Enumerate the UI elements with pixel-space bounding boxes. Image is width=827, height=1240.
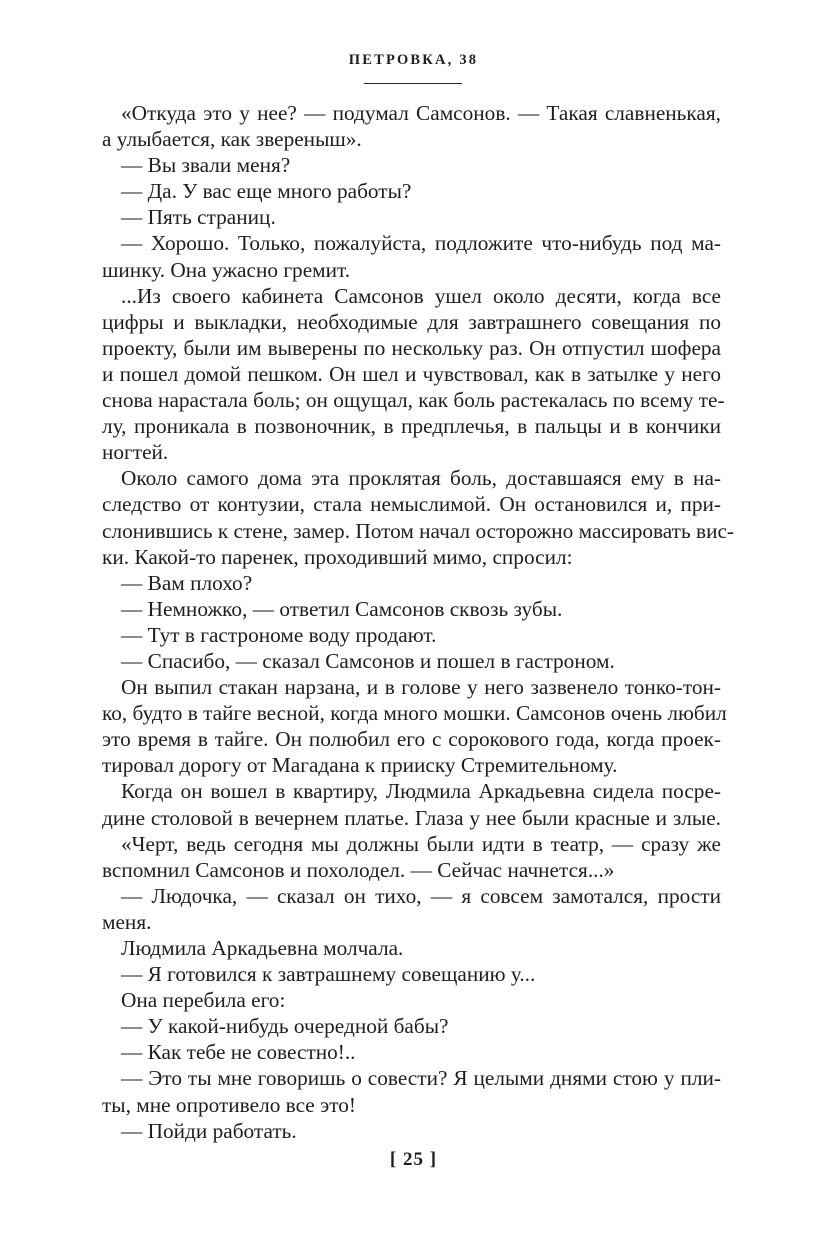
header-rule — [364, 83, 462, 84]
text-line: ты, мне опротивело все это! — [102, 1092, 356, 1117]
text-line: Она перебила его: — [121, 988, 286, 1013]
text-line: — Пять страниц. — [121, 205, 276, 230]
text-line: а улыбается, как звереныш». — [102, 127, 362, 152]
text-line: ки. Какой-то паренек, проходивший мимо, спросил: — [102, 544, 573, 569]
text-line: вспомнил Самсонов и похолодел. — Сейчас начнется...» — [102, 857, 615, 882]
text-line: лу, проникала в позвоночник, в предплечья, в пальцы и в кончики — [102, 414, 721, 439]
text-line: — У какой-нибудь очередной бабы? — [121, 1014, 449, 1039]
text-line: — Вы звали меня? — [121, 153, 291, 178]
text-line: слонившись к стене, замер. Потом начал осторожно массировать вис- — [102, 518, 735, 543]
text-line: — Как тебе не совестно!.. — [121, 1040, 356, 1065]
text-line: — Немножко, — ответил Самсонов сквозь зубы. — [121, 596, 563, 621]
text-line: Людмила Аркадьевна молчала. — [121, 936, 404, 960]
text-line: «Черт, ведь сегодня мы должны были идти в театр, — сразу же — [121, 831, 721, 856]
text-line: дине столовой в вечернем платье. Глаза у нее были красные и злые. — [102, 805, 721, 830]
text-line: Когда он вошел в квартиру, Людмила Аркадьевна сидела посре- — [121, 779, 721, 804]
text-line: — Это ты мне говоришь о совести? Я целыми днями стою у пли- — [121, 1066, 721, 1091]
text-line: проекту, были им выверены по нескольку раз. Он отпустил шофера — [102, 335, 721, 360]
text-line: — Да. У вас еще много работы? — [121, 179, 412, 204]
body-text — [102, 100, 735, 1144]
text-line: снова нарастала боль; он ощущал, как боль растекалась по всему те- — [102, 388, 725, 413]
text-line: — Вам плохо? — [121, 570, 253, 595]
text-line: — Хорошо. Только, пожалуйста, подложите что-нибудь под ма- — [121, 231, 721, 256]
text-line: и пошел домой пешком. Он шел и чувствовал, как в затылке у него — [102, 361, 721, 386]
text-line: ногтей. — [102, 440, 169, 465]
text-line: — Спасибо, — сказал Самсонов и пошел в гастроном. — [121, 648, 615, 673]
text-line: меня. — [102, 909, 152, 934]
text-line: «Откуда это у нее? — подумал Самсонов. — Такая славненькая, — [121, 101, 721, 125]
text-line: — Пойди работать. — [121, 1118, 297, 1143]
text-line: ко, будто в тайге весной, когда много мошки. Самсонов очень любил — [102, 701, 727, 726]
text-line: Около самого дома эта проклятая боль, доставшаяся ему в на- — [121, 466, 721, 491]
text-line: тировал дорогу от Магадана к прииску Стремительному. — [102, 753, 618, 778]
running-head: ПЕТРОВКА, 38 — [348, 52, 479, 68]
text-line: — Людочка, — сказал он тихо, — я совсем замотался, прости — [121, 883, 721, 908]
page-number: [ 25 ] — [389, 1149, 438, 1170]
text-line: это время в тайге. Он полюбил его с сорокового года, когда проек- — [102, 727, 721, 752]
text-line: следство от контузии, стала немыслимой. Он остановился и, при- — [102, 492, 721, 517]
text-line: шинку. Она ужасно гремит. — [102, 257, 351, 282]
text-line: ...Из своего кабинета Самсонов ушел около десяти, когда все — [121, 283, 721, 308]
text-line: цифры и выкладки, необходимые для завтрашнего совещания по — [102, 309, 721, 334]
text-line: Он выпил стакан нарзана, и в голове у него зазвенело тонко-тон- — [121, 675, 721, 700]
text-line: — Я готовился к завтрашнему совещанию у... — [121, 962, 536, 987]
text-line: — Тут в гастрономе воду продают. — [121, 622, 437, 647]
